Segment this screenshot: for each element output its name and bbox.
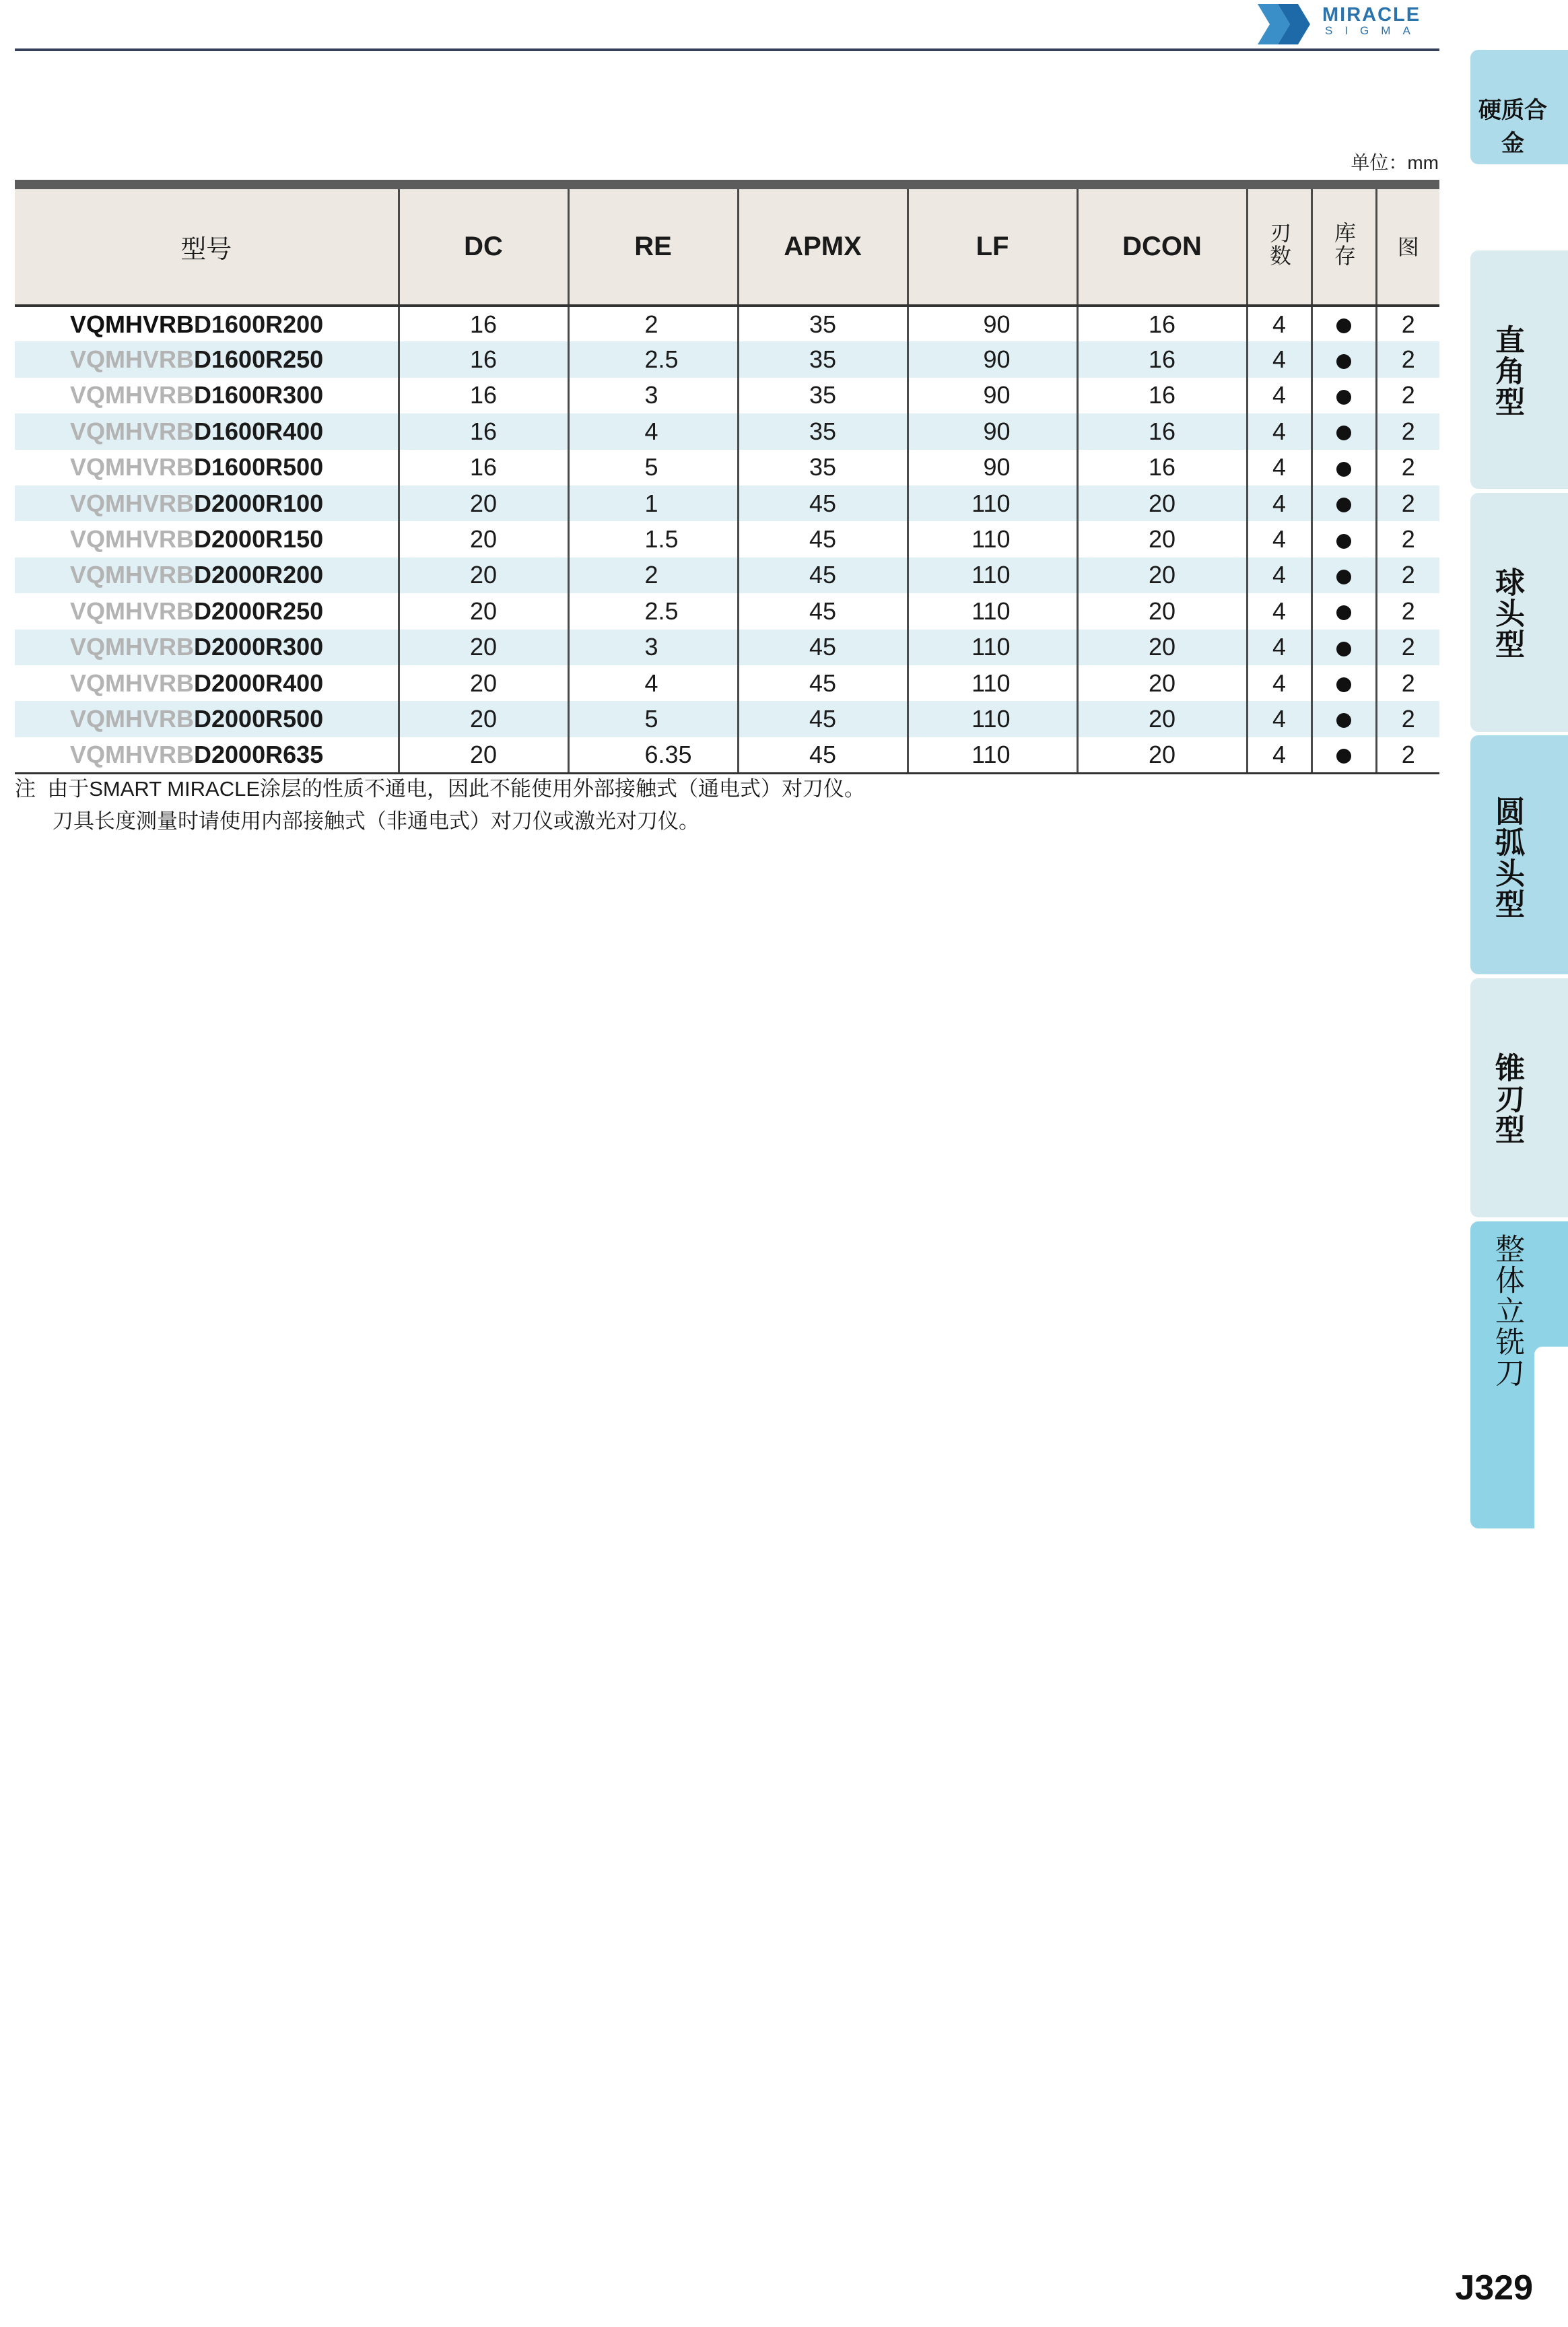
lf-cell: 90 xyxy=(908,378,1077,413)
flutes-cell: 4 xyxy=(1247,558,1311,593)
tab-notch xyxy=(1534,1347,1568,1528)
model-cell: VQMHVRBD2000R250 xyxy=(15,593,399,629)
flutes-cell: 4 xyxy=(1247,630,1311,665)
model-cell: VQMHVRBD2000R150 xyxy=(15,521,399,557)
in-stock-icon xyxy=(1336,390,1351,405)
in-stock-icon xyxy=(1336,534,1351,549)
dc-cell: 16 xyxy=(399,341,568,377)
model-cell: VQMHVRBD2000R200 xyxy=(15,558,399,593)
dcon-cell: 16 xyxy=(1077,341,1247,377)
flutes-cell: 4 xyxy=(1247,665,1311,701)
table-row xyxy=(15,737,1439,773)
table-row xyxy=(15,413,1439,449)
model-cell: VQMHVRBD1600R250 xyxy=(15,341,399,377)
flutes-cell: 4 xyxy=(1247,485,1311,521)
apmx-cell: 35 xyxy=(738,413,908,449)
dc-cell: 16 xyxy=(399,306,568,341)
footnote-line-1: 注 由于SMART MIRACLE涂层的性质不通电，因此不能使用外部接触式（通电式）对刀仪。 xyxy=(15,777,866,801)
figure-cell: 2 xyxy=(1401,597,1415,625)
in-stock-icon xyxy=(1336,749,1351,764)
apmx-cell: 45 xyxy=(738,485,908,521)
model-cell: VQMHVRBD2000R100 xyxy=(15,485,399,521)
flutes-cell: 4 xyxy=(1247,413,1311,449)
flutes-cell: 4 xyxy=(1247,378,1311,413)
dcon-cell: 20 xyxy=(1077,558,1247,593)
table-row xyxy=(15,558,1439,593)
in-stock-icon xyxy=(1336,570,1351,584)
lf-cell: 110 xyxy=(908,558,1077,593)
figure-cell: 2 xyxy=(1376,341,1439,377)
stock-cell xyxy=(1311,485,1376,521)
in-stock-icon xyxy=(1336,318,1351,333)
model-cell: VQMHVRBD2000R300 xyxy=(15,630,399,665)
lf-cell: 90 xyxy=(908,413,1077,449)
model-cell: VQMHVRBD1600R400 xyxy=(15,413,399,449)
model-cell: VQMHVRBD2000R500 xyxy=(15,701,399,737)
dcon-cell: 20 xyxy=(1077,593,1247,629)
product-table xyxy=(15,180,1439,774)
brand-name: MIRACLE xyxy=(1322,4,1421,26)
flutes-cell: 4 xyxy=(1247,341,1311,377)
lf-cell: 110 xyxy=(908,593,1077,629)
model-cell: VQMHVRBD1600R300 xyxy=(15,378,399,413)
table-row xyxy=(15,665,1439,701)
brand-sub: SIGMA xyxy=(1325,24,1423,37)
table-row xyxy=(15,701,1439,737)
lf-cell: 90 xyxy=(908,450,1077,485)
re-cell: 2.5 xyxy=(568,593,738,629)
stock-cell xyxy=(1311,630,1376,665)
stock-cell xyxy=(1311,306,1376,341)
unit-label: 单位：mm xyxy=(1351,152,1439,173)
apmx-cell: 35 xyxy=(738,450,908,485)
dc-cell: 20 xyxy=(399,593,568,629)
apmx-cell: 45 xyxy=(738,558,908,593)
header-apmx: APMX xyxy=(738,184,908,306)
brand-logo xyxy=(1258,1,1441,46)
dcon-cell: 16 xyxy=(1077,378,1247,413)
page-number: J329 xyxy=(1455,2268,1533,2307)
header-dc: DC xyxy=(399,184,568,306)
apmx-cell: 45 xyxy=(738,593,908,629)
dcon-cell: 16 xyxy=(1077,450,1247,485)
apmx-cell: 35 xyxy=(738,341,908,377)
dc-cell: 20 xyxy=(399,701,568,737)
table-row xyxy=(15,593,1439,629)
re-cell: 3 xyxy=(568,378,738,413)
dc-cell: 20 xyxy=(399,521,568,557)
tab-square[interactable]: 直角型 xyxy=(1470,250,1568,489)
footnote-label: 注 xyxy=(15,777,36,801)
model-cell: VQMHVRBD2000R400 xyxy=(15,665,399,701)
flutes-cell: 4 xyxy=(1247,737,1311,773)
stock-cell xyxy=(1311,701,1376,737)
header-re: RE xyxy=(568,184,738,306)
table-row xyxy=(15,485,1439,521)
figure-cell: 2 xyxy=(1376,485,1439,521)
stock-cell xyxy=(1311,593,1376,629)
dcon-cell: 20 xyxy=(1077,521,1247,557)
re-cell: 3 xyxy=(568,630,738,665)
dc-cell: 16 xyxy=(399,450,568,485)
lf-cell: 90 xyxy=(908,306,1077,341)
apmx-cell: 45 xyxy=(738,701,908,737)
dc-cell: 20 xyxy=(399,630,568,665)
table-row xyxy=(15,630,1439,665)
figure-cell: 2 xyxy=(1376,413,1439,449)
dcon-cell: 16 xyxy=(1077,306,1247,341)
dcon-cell: 20 xyxy=(1077,737,1247,773)
figure-cell: 2 xyxy=(1376,558,1439,593)
table-row xyxy=(15,521,1439,557)
tab-radius[interactable]: 圆弧头型 xyxy=(1470,735,1568,974)
logo-chevron-icon xyxy=(1258,4,1322,44)
dc-cell: 16 xyxy=(399,378,568,413)
in-stock-icon xyxy=(1336,498,1351,512)
re-cell: 4 xyxy=(568,665,738,701)
footnote-line-2: 刀具长度测量时请使用内部接触式（非通电式）对刀仪或激光对刀仪。 xyxy=(53,809,700,833)
model-cell: VQMHVRBD2000R635 xyxy=(15,737,399,773)
figure-cell: 2 xyxy=(1401,669,1415,697)
apmx-cell: 35 xyxy=(738,378,908,413)
footnote xyxy=(15,773,865,838)
flutes-cell: 4 xyxy=(1247,521,1311,557)
dcon-cell: 16 xyxy=(1077,413,1247,449)
dcon-cell: 20 xyxy=(1077,701,1247,737)
apmx-cell: 45 xyxy=(738,737,908,773)
re-cell: 1 xyxy=(568,485,738,521)
re-cell: 2.5 xyxy=(568,341,738,377)
tab-carbide[interactable]: 硬质合金 xyxy=(1470,50,1568,164)
re-cell: 4 xyxy=(568,413,738,449)
header-dcon: DCON xyxy=(1077,184,1247,306)
header-lf: LF xyxy=(908,184,1077,306)
re-cell: 2 xyxy=(568,558,738,593)
stock-cell xyxy=(1311,413,1376,449)
lf-cell: 90 xyxy=(908,341,1077,377)
dc-cell: 20 xyxy=(399,558,568,593)
in-stock-icon xyxy=(1336,642,1351,656)
figure-cell: 2 xyxy=(1401,381,1415,409)
in-stock-icon xyxy=(1336,462,1351,477)
header-figure: 图 xyxy=(1376,184,1439,306)
dc-cell: 20 xyxy=(399,485,568,521)
stock-cell xyxy=(1311,341,1376,377)
re-cell: 2 xyxy=(568,306,738,341)
in-stock-icon xyxy=(1336,713,1351,728)
re-cell: 1.5 xyxy=(568,521,738,557)
apmx-cell: 45 xyxy=(738,665,908,701)
table-row xyxy=(15,306,1439,341)
re-cell: 6.35 xyxy=(568,737,738,773)
stock-cell xyxy=(1311,665,1376,701)
table-row xyxy=(15,341,1439,377)
dcon-cell: 20 xyxy=(1077,630,1247,665)
header-model: 型号 xyxy=(15,184,399,306)
flutes-cell: 4 xyxy=(1247,450,1311,485)
lf-cell: 110 xyxy=(908,737,1077,773)
dc-cell: 16 xyxy=(399,413,568,449)
dc-cell: 20 xyxy=(399,737,568,773)
in-stock-icon xyxy=(1336,605,1351,620)
stock-cell xyxy=(1311,558,1376,593)
flutes-cell: 4 xyxy=(1247,306,1311,341)
figure-cell: 2 xyxy=(1376,701,1439,737)
lf-cell: 110 xyxy=(908,630,1077,665)
dcon-cell: 20 xyxy=(1077,485,1247,521)
in-stock-icon xyxy=(1336,354,1351,369)
re-cell: 5 xyxy=(568,450,738,485)
figure-cell: 2 xyxy=(1401,525,1415,553)
table-row xyxy=(15,378,1439,413)
model-cell: VQMHVRBD1600R500 xyxy=(15,450,399,485)
flutes-cell: 4 xyxy=(1247,701,1311,737)
table-header-row xyxy=(15,184,1439,306)
in-stock-icon xyxy=(1336,426,1351,440)
stock-cell xyxy=(1311,521,1376,557)
tab-solid-endmill[interactable]: 整体立铣刀 xyxy=(1470,1221,1568,1528)
lf-cell: 110 xyxy=(908,521,1077,557)
model-cell: VQMHVRBD1600R200 xyxy=(15,306,399,341)
lf-cell: 110 xyxy=(908,701,1077,737)
figure-cell: 2 xyxy=(1401,453,1415,481)
figure-cell: 2 xyxy=(1401,310,1415,338)
stock-cell xyxy=(1311,737,1376,773)
stock-cell xyxy=(1311,450,1376,485)
apmx-cell: 45 xyxy=(738,521,908,557)
figure-cell: 2 xyxy=(1376,630,1439,665)
figure-cell: 2 xyxy=(1376,737,1439,773)
dcon-cell: 20 xyxy=(1077,665,1247,701)
apmx-cell: 45 xyxy=(738,630,908,665)
stock-cell xyxy=(1311,378,1376,413)
header-flutes: 刃数 xyxy=(1247,184,1311,306)
header-rule xyxy=(15,48,1439,51)
re-cell: 5 xyxy=(568,701,738,737)
header-stock: 库存 xyxy=(1311,184,1376,306)
tab-taper[interactable]: 锥刃型 xyxy=(1470,978,1568,1217)
tab-ball[interactable]: 球头型 xyxy=(1470,493,1568,732)
in-stock-icon xyxy=(1336,677,1351,692)
apmx-cell: 35 xyxy=(738,306,908,341)
lf-cell: 110 xyxy=(908,485,1077,521)
lf-cell: 110 xyxy=(908,665,1077,701)
table-row xyxy=(15,450,1439,485)
dc-cell: 20 xyxy=(399,665,568,701)
flutes-cell: 4 xyxy=(1247,593,1311,629)
